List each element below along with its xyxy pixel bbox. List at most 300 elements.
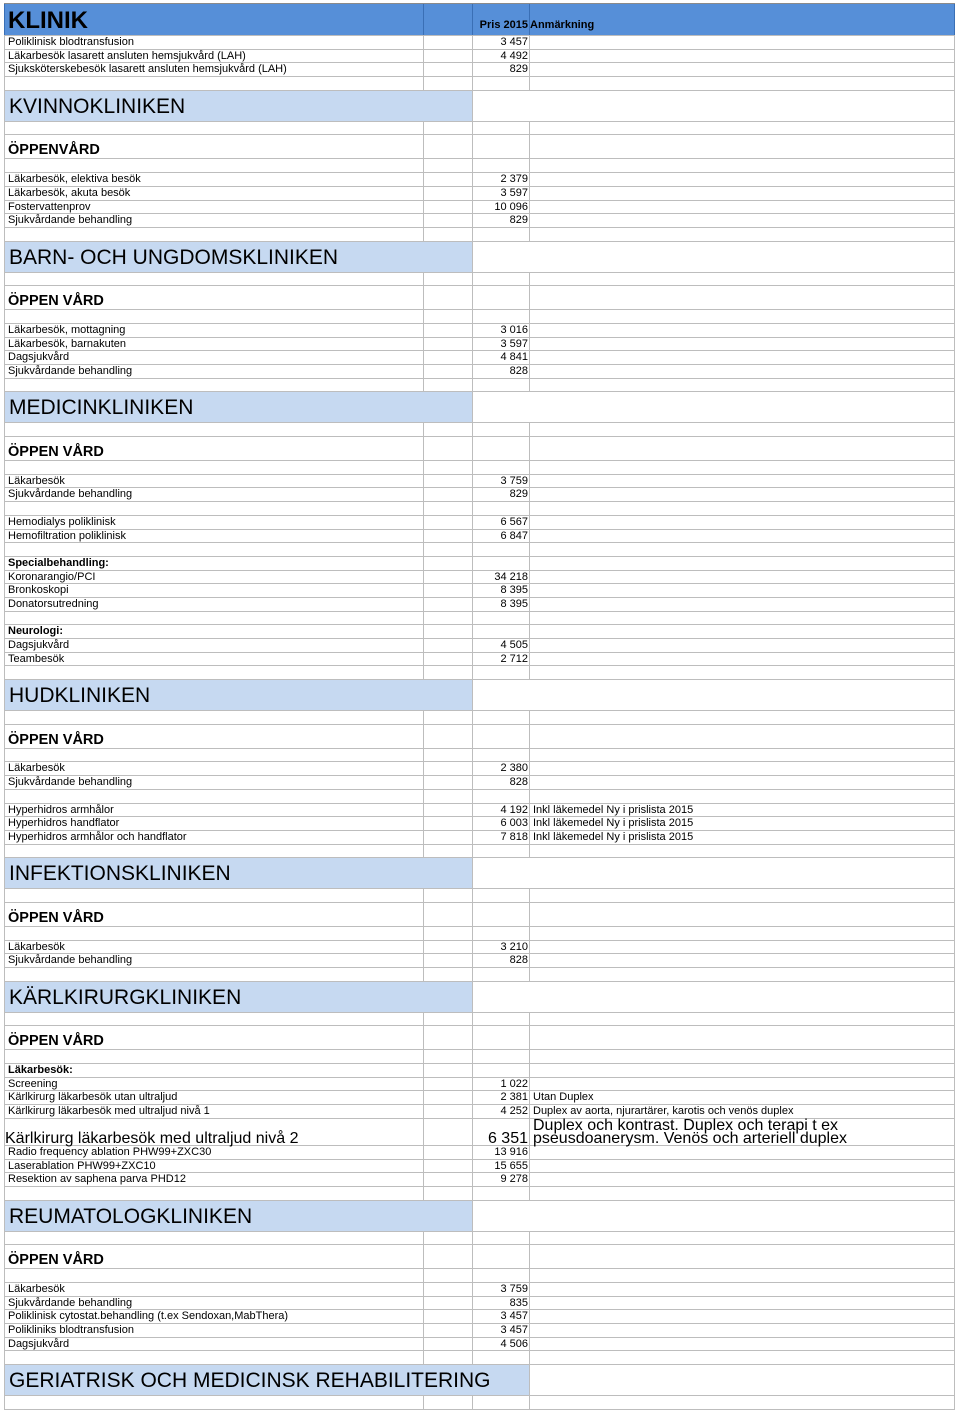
price-2015: 2 380 <box>473 762 530 775</box>
price-2015: 3 016 <box>473 324 530 337</box>
service-name <box>4 273 424 286</box>
price-2015: 6 003 <box>473 817 530 830</box>
spacer-row <box>4 790 955 804</box>
price-2015 <box>473 286 530 309</box>
service-name <box>4 502 424 515</box>
empty-cell <box>424 1173 473 1186</box>
service-name <box>4 461 424 474</box>
empty-cell <box>424 63 473 76</box>
table-row <box>4 187 955 201</box>
price-2015: 34 218 <box>473 571 530 584</box>
price-2015 <box>473 135 530 158</box>
remark <box>530 776 955 789</box>
remark <box>530 77 955 90</box>
table-row <box>4 1116 955 1148</box>
service-name: Läkarbesök <box>4 762 424 775</box>
clinic-title: KÄRLKIRURGKLINIKEN <box>4 982 473 1012</box>
remark <box>530 475 955 488</box>
care-type-row <box>4 135 955 159</box>
service-name: Donatorsutredning <box>4 598 424 611</box>
service-name: Hyperhidros armhålor <box>4 804 424 817</box>
remark <box>530 1245 955 1268</box>
spacer-row <box>4 159 955 173</box>
price-2015 <box>473 1013 530 1026</box>
empty-cell <box>424 365 473 378</box>
remark <box>530 1396 955 1409</box>
price-2015 <box>473 666 530 679</box>
table-row <box>4 214 955 228</box>
price-2015 <box>473 725 530 748</box>
empty-cell <box>424 1050 473 1063</box>
service-name: Dagsjukvård <box>4 1338 424 1351</box>
remark <box>530 1351 955 1364</box>
spacer-row <box>4 1351 955 1365</box>
empty-cell <box>424 173 473 186</box>
service-name: Screening <box>4 1078 424 1091</box>
empty-cell <box>424 475 473 488</box>
price-2015: 3 457 <box>473 1324 530 1337</box>
table-row <box>4 1146 955 1160</box>
clinic-header-spacer <box>473 680 955 710</box>
remark <box>530 228 955 241</box>
service-name: Läkarbesök <box>4 475 424 488</box>
empty-cell <box>424 351 473 364</box>
service-name <box>4 711 424 724</box>
price-2015 <box>473 379 530 392</box>
remark <box>530 903 955 926</box>
clinic-section-header <box>4 680 955 711</box>
remark <box>530 625 955 638</box>
care-type-label: ÖPPEN VÅRD <box>4 437 424 460</box>
spacer-row <box>4 228 955 242</box>
empty-cell <box>424 77 473 90</box>
price-2015: 3 759 <box>473 475 530 488</box>
empty-cell <box>424 571 473 584</box>
table-row <box>4 1160 955 1174</box>
table-row <box>4 584 955 598</box>
remark <box>530 1338 955 1351</box>
price-2015: 3 457 <box>473 1310 530 1323</box>
price-2015 <box>473 1396 530 1409</box>
price-2015: 835 <box>473 1297 530 1310</box>
table-row <box>4 50 955 64</box>
spacer-row <box>4 379 955 393</box>
price-2015 <box>473 1026 530 1049</box>
table-row <box>4 653 955 667</box>
empty-cell <box>424 423 473 436</box>
empty-cell <box>424 437 473 460</box>
remark <box>530 36 955 49</box>
service-name <box>4 228 424 241</box>
empty-cell <box>424 639 473 652</box>
table-row <box>4 776 955 790</box>
remark: Inkl läkemedel Ny i prislista 2015 <box>530 804 955 817</box>
service-name: Bronkoskopi <box>4 584 424 597</box>
price-2015: 2 379 <box>473 173 530 186</box>
remark <box>530 122 955 135</box>
care-type-row <box>4 1026 955 1050</box>
remark <box>530 173 955 186</box>
price-2015 <box>473 228 530 241</box>
remark <box>530 461 955 474</box>
price-2015 <box>473 1187 530 1200</box>
empty-cell <box>424 941 473 954</box>
spacer-row <box>4 310 955 324</box>
price-2015 <box>473 903 530 926</box>
price-column-header: Pris 2015 <box>473 4 530 35</box>
price-2015 <box>473 543 530 556</box>
remark <box>530 214 955 227</box>
remark <box>530 1078 955 1091</box>
table-row <box>4 324 955 338</box>
empty-cell <box>424 762 473 775</box>
service-name: Sjukvårdande behandling <box>4 365 424 378</box>
table-row <box>4 36 955 50</box>
table-row <box>4 598 955 612</box>
spacer-row <box>4 845 955 859</box>
empty-cell <box>424 711 473 724</box>
price-2015 <box>473 845 530 858</box>
service-name <box>4 159 424 172</box>
service-name: Läkarbesök <box>4 1283 424 1296</box>
empty-cell <box>424 776 473 789</box>
table-row <box>4 639 955 653</box>
service-name <box>4 1013 424 1026</box>
price-2015 <box>473 1050 530 1063</box>
remark <box>530 1324 955 1337</box>
service-name: Sjukvårdande behandling <box>4 1297 424 1310</box>
price-2015 <box>473 122 530 135</box>
remark <box>530 1026 955 1049</box>
empty-cell <box>424 543 473 556</box>
remark <box>530 1160 955 1173</box>
empty-cell <box>424 790 473 803</box>
price-2015 <box>473 1351 530 1364</box>
spacer-row <box>4 77 955 91</box>
price-2015: 9 278 <box>473 1173 530 1186</box>
service-name: Polikliniks blodtransfusion <box>4 1324 424 1337</box>
empty-cell <box>424 653 473 666</box>
empty-cell <box>424 502 473 515</box>
service-name: Läkarbesök, barnakuten <box>4 338 424 351</box>
table-row <box>4 530 955 544</box>
price-2015: 828 <box>473 776 530 789</box>
service-name: Läkarbesök, akuta besök <box>4 187 424 200</box>
remark: Inkl läkemedel Ny i prislista 2015 <box>530 831 955 844</box>
remark <box>530 50 955 63</box>
service-name <box>4 1269 424 1282</box>
price-2015: 8 395 <box>473 598 530 611</box>
price-2015 <box>473 968 530 981</box>
empty-cell <box>424 1091 473 1104</box>
empty-cell <box>424 831 473 844</box>
remark <box>530 159 955 172</box>
care-type-row <box>4 903 955 927</box>
empty-cell <box>424 1297 473 1310</box>
empty-cell <box>424 1310 473 1323</box>
clinic-title: GERIATRISK OCH MEDICINSK REHABILITERING <box>4 1365 530 1395</box>
empty-cell <box>424 1187 473 1200</box>
price-2015: 10 096 <box>473 201 530 214</box>
remark: Duplex och kontrast. Duplex och terapi t ex pseusdoanerysm. Venös och arteriell duplex <box>530 1119 955 1145</box>
service-name <box>4 666 424 679</box>
service-name: Läkarbesök, mottagning <box>4 324 424 337</box>
empty-cell <box>424 1026 473 1049</box>
service-name <box>4 790 424 803</box>
care-type-row <box>4 437 955 461</box>
remark <box>530 273 955 286</box>
service-name: Hyperhidros armhålor och handflator <box>4 831 424 844</box>
price-2015: 7 818 <box>473 831 530 844</box>
clinic-header-spacer <box>473 392 955 422</box>
remark: Duplex av aorta, njurartärer, karotis och venös duplex <box>530 1105 955 1118</box>
table-row <box>4 1324 955 1338</box>
clinic-title: INFEKTIONSKLINIKEN <box>4 858 473 888</box>
empty-cell <box>424 324 473 337</box>
table-row <box>4 831 955 845</box>
remark <box>530 338 955 351</box>
service-name <box>4 122 424 135</box>
price-2015 <box>473 625 530 638</box>
service-name: Fostervattenprov <box>4 201 424 214</box>
remark <box>530 790 955 803</box>
price-2015: 829 <box>473 63 530 76</box>
clinic-section-header <box>4 1365 955 1396</box>
remark <box>530 488 955 501</box>
spacer-row <box>4 1050 955 1064</box>
subheading-row <box>4 557 955 571</box>
price-2015 <box>473 889 530 902</box>
remark <box>530 889 955 902</box>
service-name: Hyperhidros handflator <box>4 817 424 830</box>
remark <box>530 1173 955 1186</box>
service-name <box>4 1050 424 1063</box>
empty-cell <box>424 338 473 351</box>
remark <box>530 1283 955 1296</box>
empty-cell <box>424 1064 473 1077</box>
service-name <box>4 889 424 902</box>
empty-cell <box>424 1338 473 1351</box>
price-2015: 828 <box>473 954 530 967</box>
price-2015: 2 381 <box>473 1091 530 1104</box>
price-2015: 6 351 <box>473 1119 530 1145</box>
empty-cell <box>424 310 473 323</box>
price-2015 <box>473 310 530 323</box>
service-name: Laserablation PHW99+ZXC10 <box>4 1160 424 1173</box>
spacer-row <box>4 927 955 941</box>
price-2015: 6 847 <box>473 530 530 543</box>
spacer-row <box>4 968 955 982</box>
subheading-row <box>4 1064 955 1078</box>
remark <box>530 201 955 214</box>
clinic-title: REUMATOLOGKLINIKEN <box>4 1201 473 1231</box>
remark <box>530 1310 955 1323</box>
price-2015: 829 <box>473 488 530 501</box>
empty-cell <box>424 666 473 679</box>
price-2015: 3 597 <box>473 187 530 200</box>
empty-cell <box>424 461 473 474</box>
price-2015: 3 759 <box>473 1283 530 1296</box>
remark <box>530 1050 955 1063</box>
price-2015: 15 655 <box>473 1160 530 1173</box>
table-row <box>4 201 955 215</box>
service-name <box>4 1351 424 1364</box>
service-name <box>4 1187 424 1200</box>
empty-cell <box>424 584 473 597</box>
subheading-row <box>4 625 955 639</box>
empty-cell <box>424 187 473 200</box>
remark <box>530 612 955 625</box>
care-type-label: ÖPPENVÅRD <box>4 135 424 158</box>
spacer-row <box>4 273 955 287</box>
service-name: Resektion av saphena parva PHD12 <box>4 1173 424 1186</box>
remark: Utan Duplex <box>530 1091 955 1104</box>
clinic-title: BARN- OCH UNGDOMSKLINIKEN <box>4 242 473 272</box>
price-2015: 4 506 <box>473 1338 530 1351</box>
price-2015 <box>473 77 530 90</box>
empty-cell <box>424 1396 473 1409</box>
price-2015 <box>473 557 530 570</box>
remark <box>530 557 955 570</box>
price-2015 <box>473 502 530 515</box>
price-2015 <box>473 273 530 286</box>
empty-cell <box>424 557 473 570</box>
service-name <box>4 77 424 90</box>
care-type-label: ÖPPEN VÅRD <box>4 725 424 748</box>
spacer-row <box>4 1232 955 1246</box>
table-row <box>4 1338 955 1352</box>
price-2015: 8 395 <box>473 584 530 597</box>
empty-cell <box>424 1078 473 1091</box>
price-2015: 3 597 <box>473 338 530 351</box>
empty-cell <box>424 889 473 902</box>
service-name: Läkarbesök <box>4 941 424 954</box>
subheading-label: Specialbehandling: <box>4 557 424 570</box>
empty-cell <box>424 530 473 543</box>
empty-cell <box>424 968 473 981</box>
empty-cell <box>424 122 473 135</box>
remark <box>530 286 955 309</box>
service-name: Sjukvårdande behandling <box>4 954 424 967</box>
empty-cell <box>424 488 473 501</box>
remark <box>530 516 955 529</box>
price-2015 <box>473 1232 530 1245</box>
table-body <box>4 36 955 1410</box>
service-name <box>4 310 424 323</box>
remark <box>530 1187 955 1200</box>
empty-cell <box>424 1160 473 1173</box>
clinic-section-header <box>4 242 955 273</box>
service-name: Sjuksköterskebesök lasarett ansluten hemsjukvård (LAH) <box>4 63 424 76</box>
empty-cell <box>424 273 473 286</box>
table-row <box>4 804 955 818</box>
clinic-header-spacer <box>473 91 955 121</box>
table-row <box>4 817 955 831</box>
clinic-header-spacer <box>530 1365 955 1395</box>
table-row <box>4 338 955 352</box>
remark <box>530 1146 955 1159</box>
remark <box>530 310 955 323</box>
spacer-row <box>4 543 955 557</box>
table-row <box>4 1078 955 1092</box>
clinic-title: KVINNOKLINIKEN <box>4 91 473 121</box>
empty-cell <box>424 598 473 611</box>
price-list-sheet <box>4 3 955 1410</box>
price-2015: 4 505 <box>473 639 530 652</box>
table-row <box>4 1173 955 1187</box>
empty-cell <box>424 159 473 172</box>
clinic-header-spacer <box>473 1201 955 1231</box>
price-2015 <box>473 711 530 724</box>
care-type-label: ÖPPEN VÅRD <box>4 903 424 926</box>
service-name <box>4 1232 424 1245</box>
price-2015: 13 916 <box>473 1146 530 1159</box>
spacer-row <box>4 1187 955 1201</box>
price-2015 <box>473 159 530 172</box>
care-type-label: ÖPPEN VÅRD <box>4 1026 424 1049</box>
clinic-header-spacer <box>473 982 955 1012</box>
table-row <box>4 365 955 379</box>
price-2015: 4 492 <box>473 50 530 63</box>
remark <box>530 845 955 858</box>
clinic-title: MEDICINKLINIKEN <box>4 392 473 422</box>
price-2015: 6 567 <box>473 516 530 529</box>
service-name: Kärlkirurg läkarbesök med ultraljud nivå 2 <box>4 1119 424 1145</box>
remark <box>530 365 955 378</box>
remark <box>530 954 955 967</box>
remark <box>530 324 955 337</box>
table-row <box>4 63 955 77</box>
price-2015 <box>473 749 530 762</box>
clinic-section-header <box>4 392 955 423</box>
price-2015: 4 252 <box>473 1105 530 1118</box>
spacer-row <box>4 889 955 903</box>
remark <box>530 725 955 748</box>
empty-cell <box>424 903 473 926</box>
empty-cell <box>424 612 473 625</box>
remark <box>530 423 955 436</box>
price-2015 <box>473 927 530 940</box>
remark <box>530 437 955 460</box>
table-row <box>4 571 955 585</box>
price-2015 <box>473 1245 530 1268</box>
service-name <box>4 543 424 556</box>
spacer-row <box>4 461 955 475</box>
remark <box>530 1064 955 1077</box>
empty-cell <box>424 1146 473 1159</box>
empty-cell <box>424 1324 473 1337</box>
table-row <box>4 1297 955 1311</box>
page-title: KLINIK <box>4 4 424 35</box>
table-row <box>4 1310 955 1324</box>
clinic-section-header <box>4 982 955 1013</box>
table-row <box>4 488 955 502</box>
service-name: Hemodialys poliklinisk <box>4 516 424 529</box>
service-name: Kärlkirurg läkarbesök med ultraljud nivå 1 <box>4 1105 424 1118</box>
remark <box>530 598 955 611</box>
service-name: Sjukvårdande behandling <box>4 776 424 789</box>
service-name: Radio frequency ablation PHW99+ZXC30 <box>4 1146 424 1159</box>
empty-cell <box>424 845 473 858</box>
price-2015: 4 192 <box>473 804 530 817</box>
clinic-title: HUDKLINIKEN <box>4 680 473 710</box>
spacer-row <box>4 423 955 437</box>
service-name <box>4 749 424 762</box>
care-type-label: ÖPPEN VÅRD <box>4 1245 424 1268</box>
empty-cell <box>424 1351 473 1364</box>
remark <box>530 927 955 940</box>
remark <box>530 1297 955 1310</box>
